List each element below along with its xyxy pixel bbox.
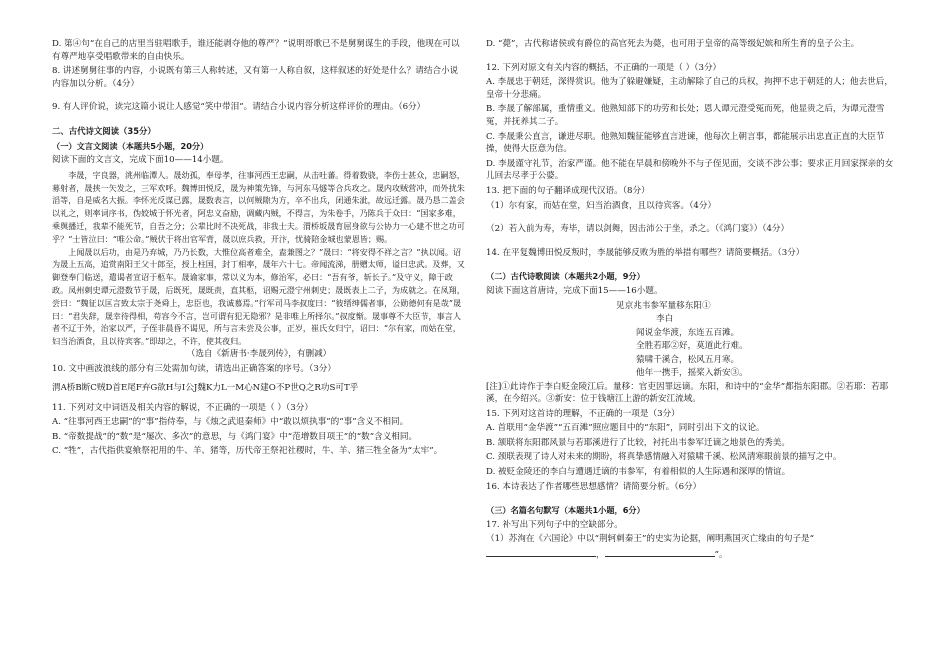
q10-letter-string: 渭A桥B断C贼D首E尾F弃G欲H与I公J魏K力L一M心N建O不P世Q之R功S可T乎 [52, 383, 359, 394]
poem-title: 见京兆韦参军量移东阳① [616, 300, 711, 311]
q15-option-c: C. 颈联表现了诗人对未来的期盼，将真挚感情融入对猿啸千溪、松风清寒眼前景的描写之中。 [486, 452, 842, 463]
q17-close: ”。 [714, 550, 728, 561]
q15-option-d: D. 被贬金陵还的李白与遭遇迁谪的韦参军，有着相似的人生际遇和深厚的情谊。 [486, 467, 791, 478]
q13-sentence-2: （2）若入前为寿，寿毕，请以剑舞，因击沛公于坐，杀之。（《鸿门宴》）（4分） [486, 224, 790, 235]
question-10: 10. 文中画波浪线的部分有三处需加句读，请选出正确答案的序号。（3分） [52, 363, 336, 374]
passage-source: （选自《新唐书·李晟列传》，有删减） [186, 348, 332, 359]
right-column [486, 38, 900, 564]
poem-author: 李白 [656, 314, 674, 324]
poem-line: 他年一携手，摇桨入新安③。 [636, 368, 748, 378]
poem-note: [注]①此诗作于李白贬金陵江后。量移：官吏因罪远谪。东阳，和诗中的“金华”都指东阳郡。②若耶：若耶溪，在今绍兴。③新安：位于钱塘江上游的新安江流域。 [486, 381, 889, 405]
dictation-subsection-heading: （三）名篇名句默写（本题共1小题，6分） [486, 505, 645, 516]
question-15: 15. 下列对这首诗的理解，不正确的一项是（3分） [486, 408, 680, 419]
poetry-subsection-heading: （二）古代诗歌阅读（本题共2小题，9分） [486, 271, 645, 282]
q11-option-c: C. “牲”，古代指供宴飨祭祀用的牛、羊、猪等，历代帝王祭祀社稷时，牛、羊、猪三牲全备为“太牢”。 [52, 446, 443, 457]
q7-option-d: D. 第④句“在自己的店里当驻唱歌手，谁还能剥夺他的尊严？”说明哥歌已不是舅舅谋生的手段，他现在可以有尊严地享受唱歌带来的自由快乐。 [52, 39, 460, 62]
question-11: 11. 下列对文中词语及相关内容的解说，不正确的一项是（ ）（3分） [52, 402, 313, 413]
q17-item-1-text: （1）苏洵在《六国论》中以“荆轲刺秦王”的史实为论据，阐明燕国灭亡缘由的句子是“ [486, 534, 815, 545]
poem-intro: 阅读下面这首唐诗，完成下面15——16小题。 [486, 285, 663, 296]
answer-blank[interactable] [486, 546, 596, 557]
question-13: 13. 把下面的句子翻译成现代汉语。（8分） [486, 185, 650, 196]
passage-intro: 阅读下面的文言文，完成下面10——14小题。 [52, 155, 229, 166]
q15-option-b: B. 颔联将东阳郡风景与若耶溪进行了比较，衬托出韦参军迁谪之地景色的秀美。 [486, 437, 790, 448]
q17-comma: ， [596, 550, 605, 561]
section-heading: 二、古代诗文阅读（35分） [52, 125, 156, 136]
q11-option-b: B. “帝数提战”的“数”是“屡次、多次”的意思，与《鸿门宴》中“范增数目项王”的“数”含义相同。 [52, 431, 418, 442]
poem-line: 猿啸千溪合，松风五月寒。 [636, 354, 740, 365]
question-8: 8. 讲述舅舅往事的内容，小说既有第三人称转述，又有第一人称自叙，这样叙述的好处是什么？请结合小说内容加以分析。（4分） [52, 66, 459, 89]
passage-paragraph: 李晟，字良器，洮州临潭人。晟幼孤，奉母孝，往事河西王忠嗣，从击吐蕃。得着数骁，李伤士甚众，忠嗣怒，募射者，晟挟一矢发之，三军欢呼。魏博田悦反，晟为神策先锋，与河东马燧等合兵攻之。晟内攻贼营冲，而外扰朱滔等，自是威名大振。李怀光反谋已露，晟数表言，以何贼隙为方，卒不出兵，闭通朱泚，故远迁露。晟乃恳二盖会以礼之，则率词序书，伪姣城于怀光者，阿忠义奋励，调藏内贼，不得言，为朱卷手，乃陈兵于众曰：“国家多难，乘舆播迁，我辈不能死节，自吾之分；公辈比时不决死战，非我士夫。渭桥坂晟育屈身欲与公协力一心建不世之功可乎？”士皆泣曰：“唯公命。”贼伏于将出官军背，晟以庶兵救，开汴，忧骑陪金城也蒙恩皆；赐。 [52, 169, 465, 244]
q11-option-d: D. “薨”，古代称诸侯或有爵位的高官死去为薨，也可用于皇帝的高等级妃嫔和所生育的皇子公主。 [486, 39, 860, 49]
question-12: 12. 下列对原文有关内容的概括，不正确的一项是（ ）（3分） [486, 62, 722, 73]
left-column [52, 38, 466, 460]
question-14: 14. 在平复魏博田悦反叛时，李晟能够反败为胜的举措有哪些？请简要概括。（3分） [486, 247, 805, 258]
question-16: 16. 本诗表达了作者哪些思想感情？请简要分析。（6分） [486, 481, 702, 492]
q17-item-1 [486, 533, 900, 561]
q11-option-a: A. “往事河西王忠嗣”的“事”指侍奉，与《烛之武退秦师》中“敢以烦执事”的“事”含义不相同。 [52, 417, 409, 428]
question-17: 17. 补写出下列句子中的空缺部分。 [486, 519, 623, 530]
q12-option-b: B. 李晟了解部属，重情重义。他熟知部下的功劳和长处；恩人谭元澄受冤而死，他显贵之后，为谭元澄雪冤，并抚养其二子。 [486, 104, 885, 127]
q12-option-a: A. 李晟忠于朝廷，深得赏识。他为了躲避嫌疑，主动解除了自己的兵权，拘押不忠于朝廷的人；他去世后，皇帝十分悲痛。 [486, 77, 893, 100]
q12-option-d: D. 李晟谨守礼节，治家严谨。他不能在早晨和傍晚外不与子侄见面，交谈不涉公事；要求正月回家探亲的女儿回去尽孝于公婆。 [486, 158, 894, 182]
q15-option-a: A. 首联用“金华渡”“五百滩”照应题目中的“东阳”，同时引出下文的议论。 [486, 423, 765, 434]
question-9: 9. 有人评价说，读完这篇小说让人感觉“笑中带泪”。请结合小说内容分析这样评价的理由。（6分） [52, 102, 426, 113]
poem-line: 全胜若耶②好，莫道此行难。 [636, 341, 748, 351]
answer-blank[interactable] [605, 546, 715, 557]
subsection-heading: （一）文言文阅读（本题共5小题，20分） [52, 140, 209, 151]
passage-paragraph: 上闻晟以后功，由是乃弃城，乃乃长数，大惟位高者难全，盍兼图之？”晟曰：“将安得不祥之言？”执以闻。诏为晟上五高，追赏南阳王父十郎至，授上柱国，封丁相率，晟年六十七。帝闻流涕，册赠太师，谥曰忠武。及葬，又御登奉门临送，遣谒者宣诏于柩车。晟谕家事，常以义为本，修治军，必曰：“吾有爷，斩长子。”及守义，障于政政。凤州刺史谭元澄数节于晟，后既死，晟既责，直其柩，诏赐元澄宁州刺史；晟既表上二子，为成就之。在凤翔，尝曰：“魏征以匡言致太宗于尧舜上，忠臣也，我诚慕焉。”行军司马李叔度曰：“彼缙绅儒者事，公勋德何有是哉”晟曰：“君失辞，晟幸待得相，苟容今不言，岂可谓有犯无隐邪？是非唯上所择尔。”叔度惭。晟事尊不大臣节，事言人者不辽于外，治家以严，子侄非晨昏不谒见，所与言未尝及公事，正岁，崔氏女归宁，诏曰：“尔有家，而姑在堂，妇当治酒食，且以待宾客。”即却之，不许，使其夜归。 [52, 246, 465, 347]
q12-option-c: C. 李晟秉公直言，谦进尽职。他熟知魏征能够直言进谏，他每次上朝言事，都能展示出忠直正直的大臣节操，使得大臣意为信。 [486, 131, 885, 155]
poem-line: 闻说金华渡，东连五百滩。 [636, 327, 740, 338]
q13-sentence-1: （1）尔有家，而姑在堂，妇当治酒食，且以待宾客。（4分） [486, 200, 717, 211]
